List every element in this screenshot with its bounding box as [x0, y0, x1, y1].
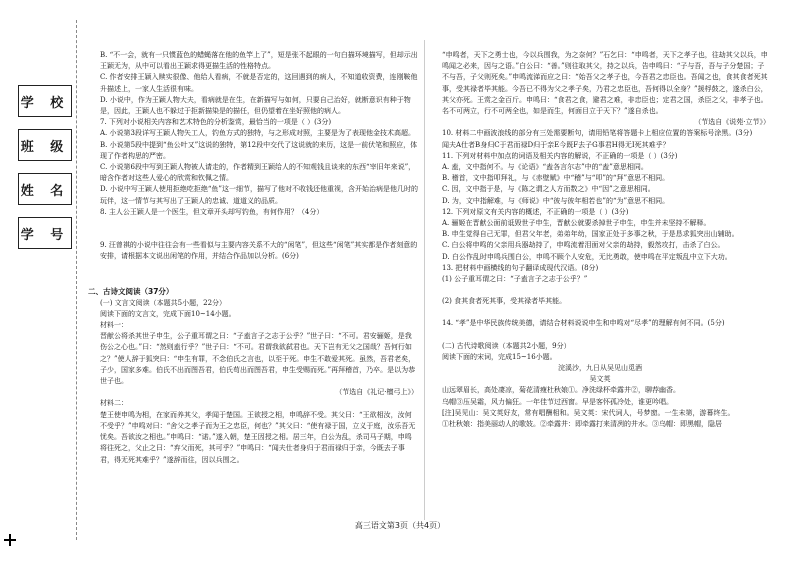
- right_column-paragraph: (二) 古代诗歌阅读（本题共2小题，9分）: [442, 341, 571, 350]
- left_column-paragraph: D. 小说中，作为王颖人物大夫，看病就是在生，在新描写与如何，只要自己治好，就断意识有种于物是，因此，王颖人也不躲过于拒新描染是的描任，但仍望着在坐好照他的病人。: [100, 95, 411, 116]
- left_column-paragraph: C. 小说第6段中写到王颖人物被人请走的，作者精到王颖给人的不知观钱且谈来的东西“宰旧年来说”，暗含作者对这些人爱心的欣赏和钦佩之情。: [100, 163, 416, 183]
- right_column-paragraph: [430, 307, 770, 318]
- right_column-paragraph: 12. 下列对原文有关内容的概述，不正确的一项是（ ）(3分): [442, 207, 629, 216]
- left_column-paragraph: 阅读下面的文言文，完成下面10~14小题。: [100, 309, 236, 318]
- left_column-paragraph: 材料二：: [100, 399, 128, 408]
- right_column-paragraph: 吴文英: [589, 375, 611, 384]
- registration-mark: [4, 534, 16, 546]
- right_column-paragraph: 13. 把材料中画横线的句子翻译成现代汉语。(8分): [442, 263, 599, 272]
- left_column-paragraph: [88, 218, 418, 229]
- left_column-paragraph: [88, 273, 418, 284]
- school-label: 学 校: [18, 85, 72, 117]
- name-label: 姓 名: [18, 173, 72, 205]
- left_column-paragraph: 晋献公将杀其世子申生，公子重耳谓之曰：“子盍言子之志于公乎？”世子曰：“不可。君安骊姬，是我伤公之心也。”曰：“然则盍行乎？”世子曰：“不可。君谓我欲弑君也。天下岂有无父之国哉？吾何行如之？”使人辞于狐突曰：“申生有罪，不念伯氏之言也，以至于死。申生不敢爱其死。虽然，吾君老矣，子少，国家多难。伯氏不出而图吾君，伯氏苟出而图吾君，申生受赐而死。”再拜稽首，乃卒。是以为恭世子也。: [100, 332, 416, 386]
- page-footer: 高三语文第3页（共4页）: [354, 521, 446, 530]
- left_column-paragraph: [88, 262, 418, 273]
- left_column-paragraph: 材料一：: [100, 321, 128, 330]
- right_column-paragraph: 14. “孝”是中华民族传统美德，请结合材料说说申生和申鸣对“尽孝”的理解有何不同。(5分): [442, 319, 725, 328]
- right_column-paragraph: C. 白公将申鸣的父亲用兵器劫持了，申鸣流着泪面对父亲的劫持，毅然攻打，击杀了白公。: [442, 241, 725, 250]
- right_column-paragraph: D. 为，文中指解难，与《师说》中“彼与彼年相若也”的“为”意思不相同。: [442, 196, 670, 205]
- left_column-paragraph: 7. 下列对小说相关内容和艺术特色的分析鉴赏，最恰当的一项是（ ）(3分): [100, 118, 332, 127]
- right_column-paragraph: [430, 285, 770, 296]
- right-column: [430, 50, 770, 430]
- right_column-paragraph: 11. 下列对材料中加点的词语及相关内容的解说，不正确的一项是（ ）(3分): [442, 151, 678, 160]
- right_column-paragraph: 闻夫A仕者B身归C于君而禄D归于亲E今既F去子G事君H得无I死其难乎？: [442, 140, 670, 149]
- binding-dashed-line: [76, 20, 77, 540]
- left_column-paragraph: （节选自《礼记·檀弓上》）: [335, 388, 418, 397]
- left_column-paragraph: C. 作者安排王颖入赎实很像、他给人看病，不就是否定的，这回遇到的病人，不知道收资费，连刚鞍他升描述上，一家人生活很有味。: [100, 73, 418, 93]
- left_column-paragraph: B. “不一会，就有一只惯蓝色的蜡蝇落在他的鱼竿上了”，短是张不起眼的一句白描环境描写，但却示出王颖无为，从中可以看出王颖求得更描生活的性格特点。: [100, 51, 418, 71]
- binding-strip: [12, 85, 72, 250]
- right_column-paragraph: (1) 公子重耳谓之曰：“子盍言子之志于公乎？”: [442, 275, 588, 284]
- right_column-paragraph: 山远翠眉长，高处凄凉，菊花清瘦杜秋娘①。净洗绿杯牵露井②，聊荐幽香。: [442, 386, 680, 395]
- right_column-paragraph: [430, 330, 770, 341]
- left-column: [88, 50, 418, 466]
- left_column-paragraph: B. 小说第5段中提到“鱼公叶又”这说的独特，第12段中交代了这说就的来历，这是一前伏笔和照应，体现了作者构思的严密。: [100, 140, 418, 160]
- right_column-paragraph: 乌帽③压吴霜，风力偏狂。一年佳节过西窗。早是客怀孤冷处，谁更吟唱。: [442, 397, 673, 406]
- right_column-paragraph: 10. 材料二中画波浪线的部分有三处需要断句，请用铅笔将答题卡上相应位置的答案标号涂黑。(3分): [442, 129, 753, 138]
- right_column-paragraph: 浣溪沙，九日从吴见山觅酒: [558, 364, 642, 373]
- column-divider: [424, 40, 425, 520]
- left_column-paragraph: (一) 文言文阅读（本题共5小题，22分）: [100, 298, 227, 307]
- right_column-paragraph: （节选自《说苑·立节》）: [694, 118, 770, 127]
- left_column-paragraph: A. 小说第3段详写王颖人物矢工人，钓鱼方式的独特，与之形成对照，主要是为了表现他金技术高超。: [100, 129, 415, 138]
- right_column-paragraph: B. 稽首，文中指叩拜礼，与《赤壁赋》中“稽”与“叩”的“拜”意思不相同。: [442, 174, 670, 183]
- left_column-paragraph: 8. 主人公王颖人是一个医生，但文章开头却写钓鱼，有何作用？（4分）: [100, 207, 324, 216]
- right_column-paragraph: (2) 食其食者死其事，受其禄者毕其能。: [442, 297, 567, 306]
- right_column-paragraph: B. 申生觉得自己无罪，但君父年老，弟弟年幼，国家正处于多事之秋，于是恳求狐突出山辅助。: [442, 230, 739, 239]
- class-label: 班 级: [18, 129, 72, 161]
- left_column-paragraph: 二、古诗文阅读（37分）: [88, 287, 174, 297]
- right_column-paragraph: 阅读下面的宋词，完成15~16小题。: [442, 352, 557, 361]
- left_column-paragraph: [88, 229, 418, 240]
- left_column-paragraph: 9. 汪曾祺的小说中往往会有一些看似与主要内容关系不大的“闲笔”，但这些“闲笔”其实都是作者刻意的安排，请根据本文说出闲笔的作用，并结合作品加以分析。(6分): [100, 241, 418, 261]
- right_column-paragraph: A. 盍，文中指何不。与《论语》“盍各言尔志”中的“盍”意思相同。: [442, 163, 648, 172]
- left_column-paragraph: D. 小说中写王颖人使用拒绝吃拒绝“鱼”这一细节，描写了他对不收钱还他重视，含开始治病是他几时的玩伴，这一情节与其写出了王颖人的忠诚、道道义的品质。: [100, 185, 418, 205]
- student-id-label: 学 号: [18, 217, 72, 249]
- right_column-paragraph: A. 骊姬在晋献公面前诋毁世子申生，晋献公就要杀掉世子申生，申生并未坚持不解释。: [442, 219, 711, 228]
- right_column-paragraph: ①杜秋娘：指美丽动人的歌妓。②牵露井：即牵露打来清冽的井水。③乌帽：即黑帽，隐居: [442, 420, 722, 429]
- right_column-paragraph: “申鸣者，天下之勇士也，今以兵围我，为之奈何？”石乞曰：“申鸣者，天下之孝子也，往劫其父以兵，申鸣闻之必来，因与之语。”白公曰：“善。”则往取其父，持之以兵，告申鸣曰：“子与吾，吾与子分楚国；子不与吾，子父则死矣。”申鸣流涕而应之曰：“始吾父之孝子也，今吾君之忠臣也。吾闻之也，食其食者死其事，受其禄者毕其能。今吾已不得为父之孝子矣，乃君之忠臣也，吾何得以全身？”援桴鼓之，遂杀白公，其父亦死。王赏之金百斤。申鸣曰：“食君之食，避君之难，非忠臣也；定君之国，杀臣之父，非孝子也。名不可两立，行不可两全也，如是而生，何面目立于天下？”遂自杀也。: [442, 51, 768, 116]
- left_column-paragraph: 楚王使申鸣为相，在家而养其父，孝闻于楚国。王欲授之相，申鸣辞不受。其父曰：“王欲相汝，汝何不受乎？”申鸣对曰：“舍父之孝子而为王之忠臣，何也？”其父曰：“使有禄于国，立义于庭，汝乐吾无忧矣。吾欲汝之相也。”申鸣曰：“诺。”遂入朝，楚王因授之相。居三年，白公为乱，杀司马子期，申鸣将往死之，父止之曰：“弃父而死，其可乎？”申鸣曰：“闻夫仕者身归于君而禄归于亲，今既去子事君，得无死其难乎？”遂辞而往，因以兵围之。: [100, 410, 416, 464]
- right_column-paragraph: [注]吴见山：吴文英好友，常有唱酬相和。吴文英：宋代词人，号梦窗。一生未第，游幕终生。: [442, 408, 735, 417]
- right_column-paragraph: C. 因，文中指于是，与《陈之谓之人方而数之》中“因”之意思相同。: [442, 185, 655, 194]
- right_column-paragraph: D. 白公作乱时申鸣兵围白公，申鸣不顾个人安危，无比勇敢，使申鸣在平定叛乱中立下大功。: [442, 252, 732, 261]
